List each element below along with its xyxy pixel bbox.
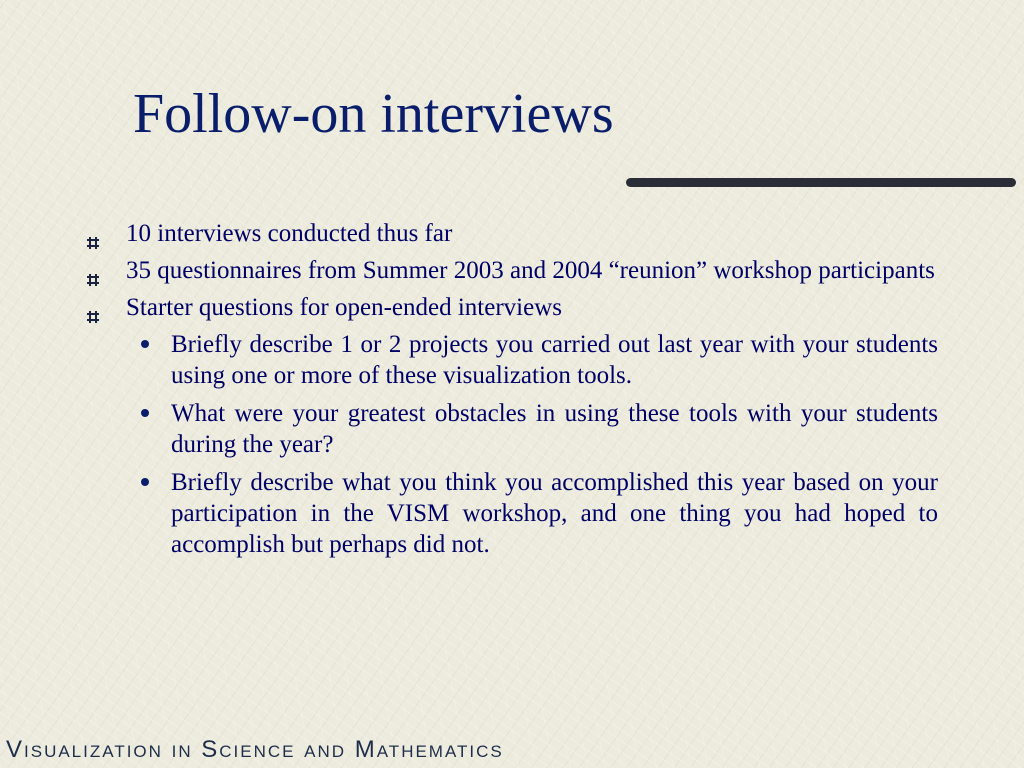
dot-bullet-icon xyxy=(141,478,149,486)
sub-bullet-item xyxy=(126,398,938,460)
sub-bullet-text: Briefly describe 1 or 2 projects you carried out last year with your students using one or more of these visualization tools. xyxy=(171,331,938,389)
hash-bullet-icon xyxy=(86,264,100,278)
bullet-list xyxy=(86,218,938,567)
hash-bullet-icon xyxy=(86,301,100,315)
bullet-item xyxy=(86,292,938,560)
bullet-text: 35 questionnaires from Summer 2003 and 2004 “reunion” workshop participants xyxy=(126,257,935,284)
sub-bullet-text: What were your greatest obstacles in using these tools with your students during the year? xyxy=(171,400,938,458)
footer-banner: Visualization in Science and Mathematics xyxy=(6,736,504,763)
dot-bullet-icon xyxy=(141,409,149,417)
bullet-text: Starter questions for open-ended interviews xyxy=(126,294,562,321)
bullet-item xyxy=(86,218,938,249)
sub-bullet-item xyxy=(126,467,938,560)
sub-bullet-item xyxy=(126,329,938,391)
dot-bullet-icon xyxy=(141,340,149,348)
sub-bullet-list xyxy=(126,329,938,560)
title-underline xyxy=(626,178,1016,187)
sub-bullet-text: Briefly describe what you think you accomplished this year based on your participation in the VISM workshop, and one thing you had hoped to accomplish but perhaps did not. xyxy=(171,469,938,558)
bullet-text: 10 interviews conducted thus far xyxy=(126,220,453,247)
bullet-item xyxy=(86,255,938,286)
slide-title: Follow-on interviews xyxy=(133,83,614,145)
hash-bullet-icon xyxy=(86,227,100,241)
